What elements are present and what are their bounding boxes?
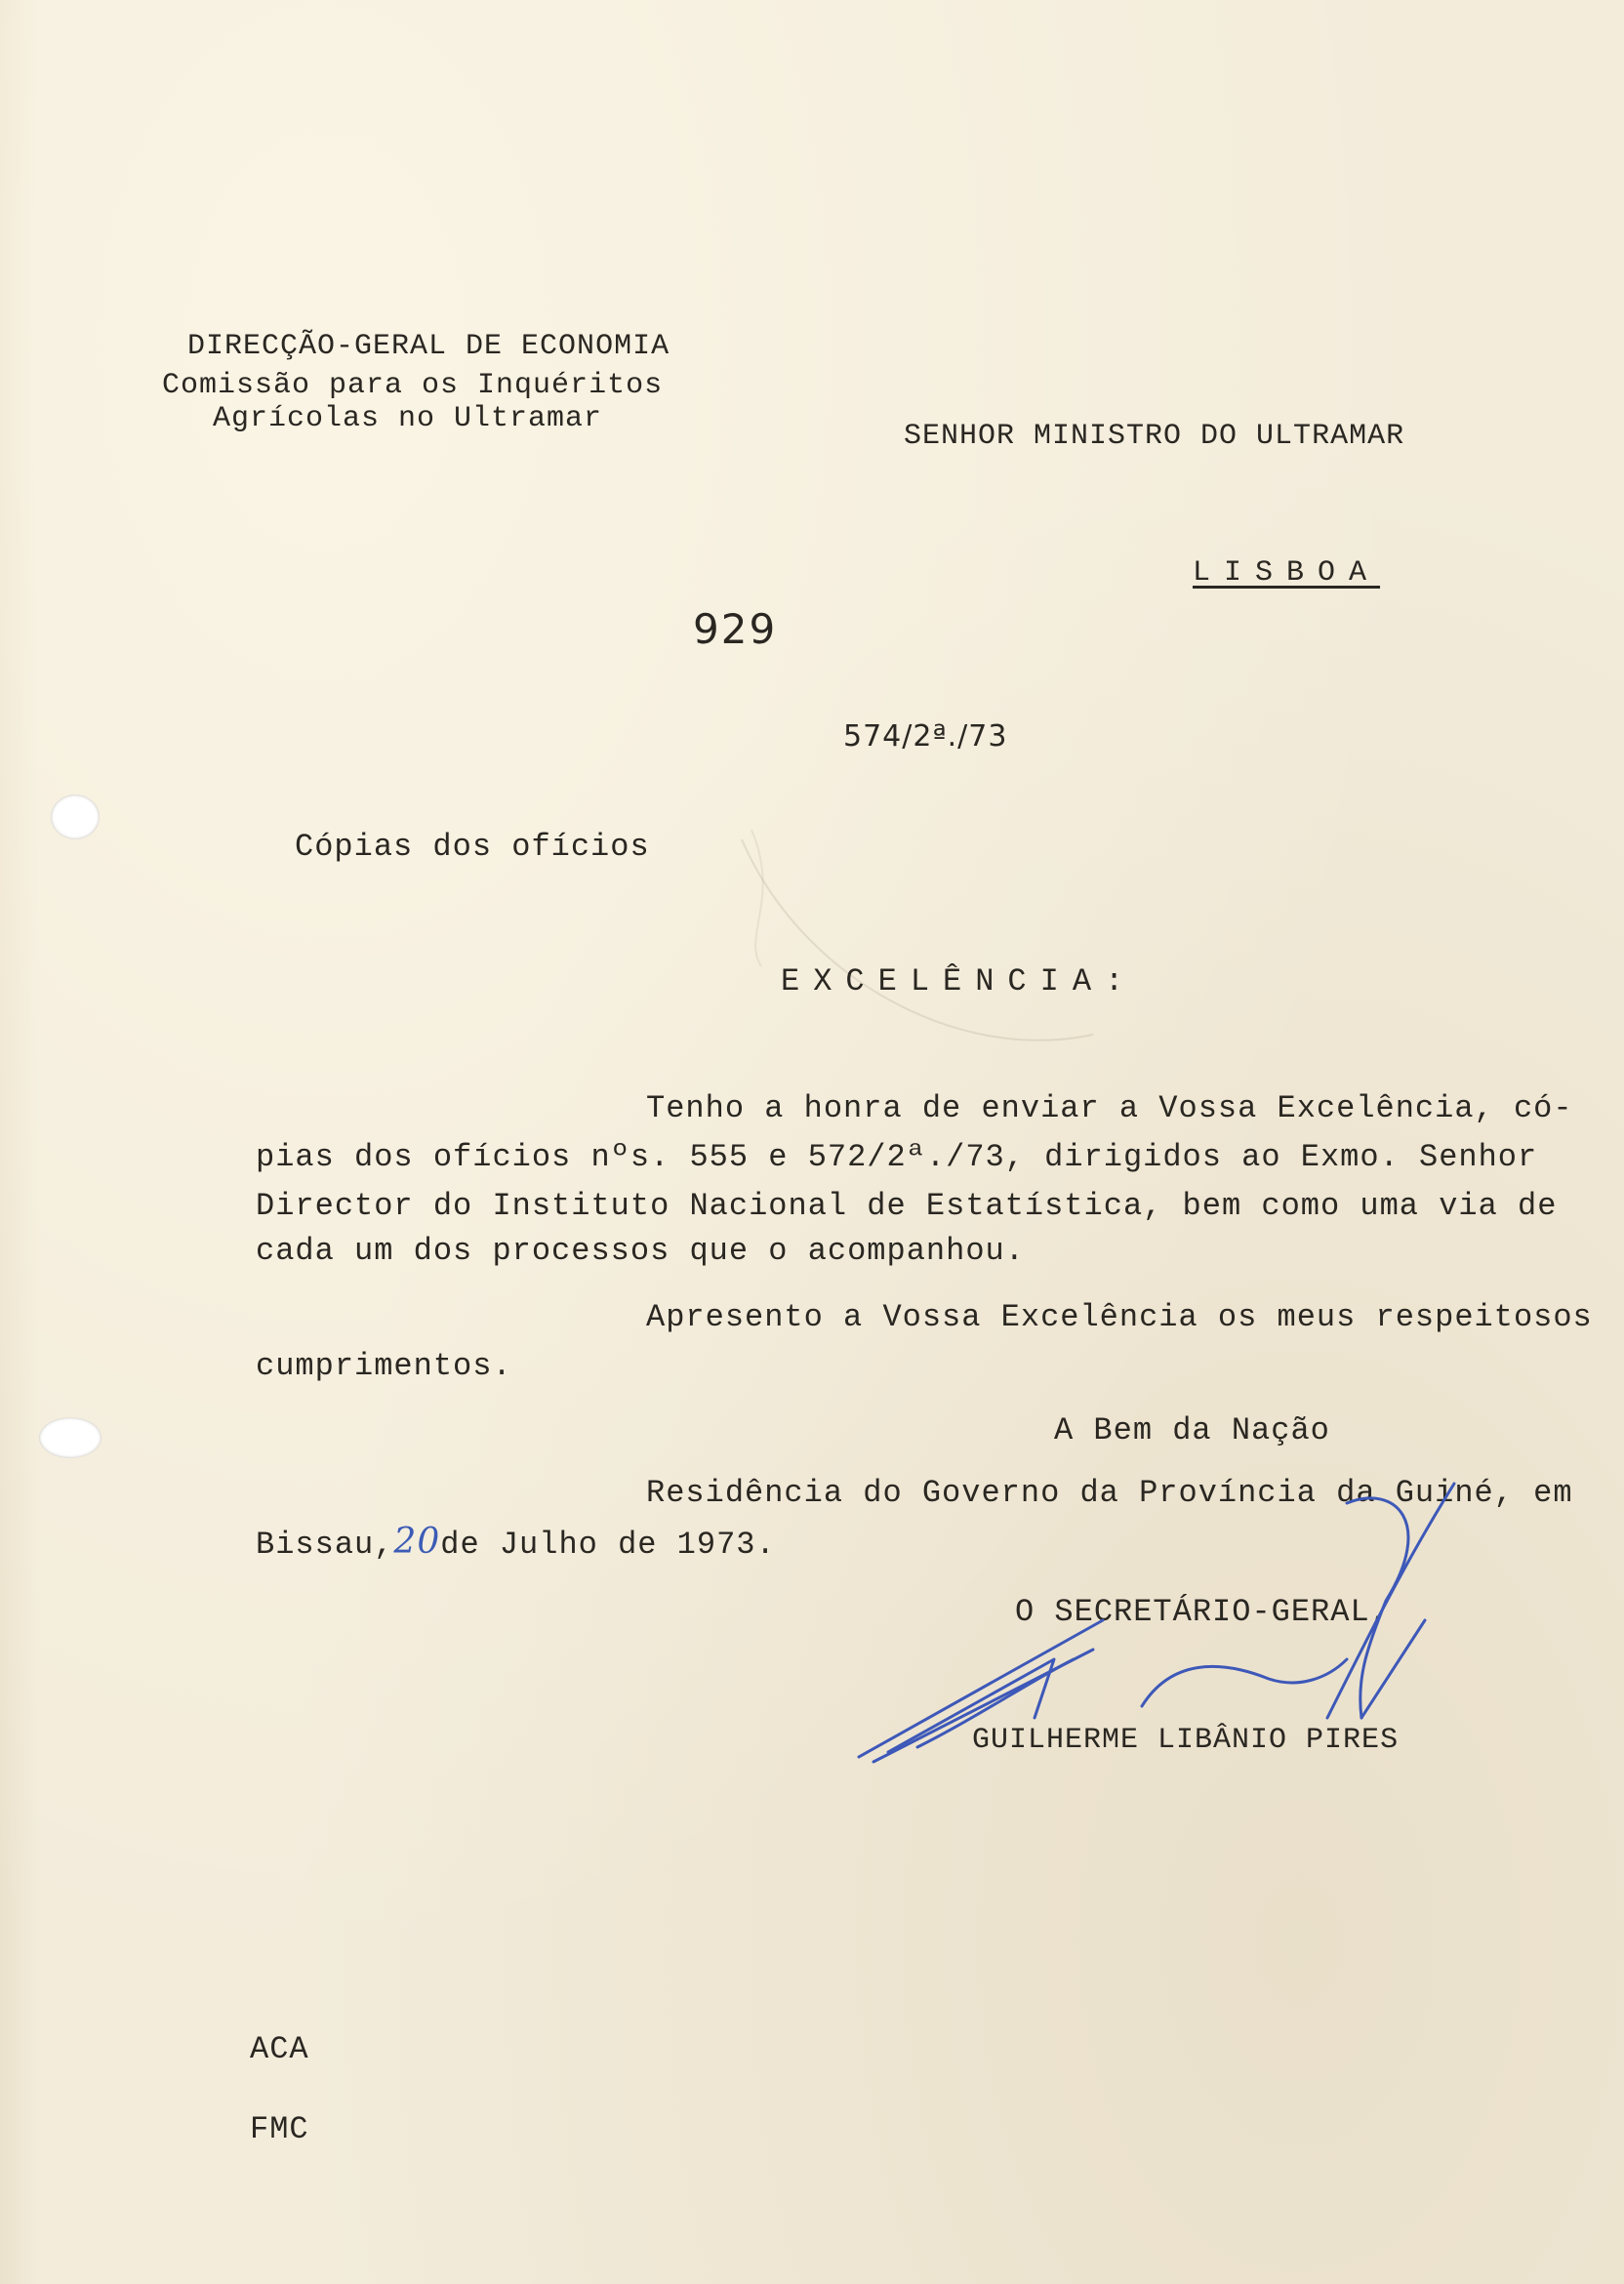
- signatory-name: GUILHERME LIBÂNIO PIRES: [972, 1724, 1400, 1757]
- sender-line-2: Comissão para os Inquéritos: [162, 369, 664, 402]
- body-p1-line-2: pias dos ofícios nºs. 555 e 572/2ª./73, dirigidos ao Exmo. Senhor: [256, 1139, 1538, 1175]
- punch-hole-top: [51, 795, 100, 839]
- recipient-title: SENHOR MINISTRO DO ULTRAMAR: [904, 420, 1405, 453]
- salutation: EXCELÊNCIA:: [781, 963, 1138, 999]
- date-rest: de Julho de 1973.: [440, 1527, 776, 1563]
- body-p2-line-1: Apresento a Vossa Excelência os meus respeitosos: [646, 1299, 1593, 1335]
- date-day-handwritten: 20: [393, 1522, 441, 1562]
- signature-role: O SECRETÁRIO-GERAL,: [1015, 1594, 1390, 1630]
- closing-date-line: [256, 1522, 776, 1563]
- recipient-city: LISBOA: [1193, 556, 1381, 590]
- punch-hole-bottom: [39, 1417, 102, 1458]
- sender-line-1: DIRECÇÃO-GERAL DE ECONOMIA: [187, 330, 670, 363]
- closing-place-line: Residência do Governo da Província da Guiné, em: [646, 1475, 1573, 1511]
- closing-motto: A Bem da Nação: [1054, 1412, 1330, 1448]
- initials-first: ACA: [250, 2031, 309, 2067]
- sender-line-3: Agrícolas no Ultramar: [213, 402, 603, 435]
- subject-line: Cópias dos ofícios: [295, 829, 650, 865]
- body-p1-line-1: Tenho a honra de enviar a Vossa Excelência, có-: [646, 1090, 1573, 1126]
- body-p1-line-3: Director do Instituto Nacional de Estatística, bem como uma via de: [256, 1188, 1558, 1224]
- initials-second: FMC: [250, 2111, 309, 2147]
- stamp-number: 929: [693, 605, 778, 653]
- reference-number: 574/2ª./73: [843, 719, 1008, 754]
- date-place-prefix: Bissau,: [256, 1527, 394, 1563]
- body-p1-line-4: cada um dos processos que o acompanhou.: [256, 1233, 1025, 1269]
- body-p2-line-2: cumprimentos.: [256, 1348, 512, 1384]
